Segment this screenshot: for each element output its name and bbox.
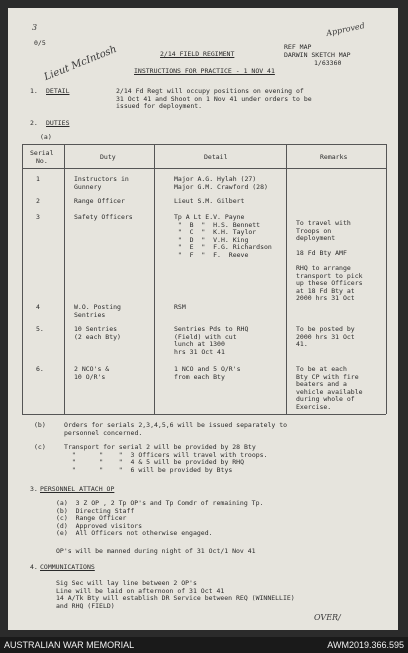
- table-cell-detail: " E " F.G. Richardson: [174, 243, 272, 251]
- table-cell-duty: W.O. Posting: [74, 303, 121, 311]
- table-cell-duty: Safety Officers: [74, 213, 133, 221]
- table-header: Remarks: [320, 153, 348, 161]
- table-cell-detail: (Field) with cut: [174, 332, 237, 341]
- table-border: [22, 144, 23, 414]
- table-cell-detail: 1 NCO and 5 O/R's: [174, 365, 241, 373]
- section-item: (c) Range Officer: [56, 514, 127, 522]
- section-text: issued for deployment.: [116, 102, 203, 110]
- table-cell-duty: Range Officer: [74, 197, 125, 205]
- para-label: (c): [34, 443, 46, 451]
- table-cell-serial: 3: [36, 213, 40, 221]
- table-cell-remarks: up these Officers: [296, 279, 363, 287]
- para-label: (b): [34, 421, 46, 429]
- table-border: [154, 144, 155, 414]
- section-item: (a) 3 Z OP , 2 Tp OP's and Tp Comdr of remaining Tp.: [56, 499, 264, 507]
- table-cell-remarks: RHQ to arrange: [296, 264, 351, 272]
- table-cell-remarks: Exercise.: [296, 402, 332, 411]
- section-item: (d) Approved visitors: [56, 521, 143, 530]
- section-number: 4.: [30, 563, 38, 571]
- table-border: [22, 168, 386, 169]
- section-text: Sig Sec will lay line between 2 OP's: [56, 579, 197, 587]
- handwritten-approved: Approved: [325, 21, 366, 38]
- table-cell-duty: Sentries: [74, 310, 106, 319]
- handwritten-name: Lieut McIntosh: [42, 43, 119, 84]
- table-cell-duty: (2 each Bty): [74, 332, 121, 341]
- table-border: [22, 144, 386, 145]
- table-cell-detail: Major A.G. Hylah (27): [174, 175, 257, 183]
- section-heading: PERSONNEL ATTACH OP: [40, 485, 115, 493]
- table-cell-duty: Instructors in: [74, 175, 129, 183]
- table-cell-detail: lunch at 1300: [174, 340, 225, 348]
- para-text: " " " 6 will be provided by Btys: [64, 465, 233, 474]
- table-header: Serial: [30, 149, 54, 157]
- map-scale: 1/63360: [314, 59, 342, 67]
- table-cell-remarks: during whole of: [296, 395, 355, 403]
- handwritten-over: OVER/: [314, 613, 341, 622]
- section-text: and RHQ (FIELD): [56, 601, 115, 610]
- table-cell-remarks: beaters and a: [296, 380, 347, 388]
- ref-number: 0/5: [34, 39, 46, 47]
- section-number: 1.: [30, 87, 38, 95]
- table-cell-detail: Sentries Pds to RHQ: [174, 325, 249, 333]
- para-text: Transport for serial 2 will be provided by 28 Bty: [64, 443, 256, 451]
- table-cell-remarks: 41.: [296, 340, 308, 348]
- table-cell-remarks: at 18 Fd Bty at: [296, 286, 355, 295]
- section-note: OP's will be manned during night of 31 Oct/1 Nov 41: [56, 547, 256, 555]
- table-cell-remarks: To travel with: [296, 219, 351, 227]
- table-border: [286, 144, 287, 414]
- table-cell-detail: RSM: [174, 303, 186, 311]
- table-cell-serial: 1: [36, 175, 40, 183]
- section-item: (e) All Officers not otherwise engaged.: [56, 529, 213, 537]
- section-heading: COMMUNICATIONS: [40, 563, 95, 571]
- document-title: INSTRUCTIONS FOR PRACTICE - 1 NOV 41: [134, 67, 275, 75]
- unit-name: 2/14 FIELD REGIMENT: [160, 50, 235, 58]
- document-page: [8, 8, 398, 630]
- table-cell-duty: 10 O/R's: [74, 372, 106, 381]
- table-cell-remarks: 2000 hrs 31 Oct: [296, 332, 355, 341]
- para-text: " " " 4 & 5 will be provided by RHQ: [64, 458, 245, 466]
- table-cell-remarks: To be posted by: [296, 325, 355, 333]
- table-cell-detail: Tp A Lt E.V. Payne: [174, 213, 245, 221]
- table-cell-detail: hrs 31 Oct 41: [174, 347, 225, 356]
- footer-right: AWM2019.366.595: [327, 640, 404, 650]
- section-number: 2.: [30, 119, 38, 127]
- table-cell-detail: " B " H.S. Bennett: [174, 220, 261, 229]
- table-cell-serial: 5.: [36, 325, 44, 333]
- table-header: Duty: [100, 153, 116, 161]
- section-heading: DUTIES: [46, 119, 70, 127]
- section-text: 31 Oct 41 and Shoot on 1 Nov 41 under orders to be: [116, 94, 312, 103]
- table-cell-duty: Gunnery: [74, 182, 102, 191]
- footer-bar: [0, 637, 408, 653]
- section-text: 2/14 Fd Regt will occupy positions on evening of: [116, 87, 304, 95]
- table-cell-remarks: Bty CP with fire: [296, 372, 359, 381]
- table-cell-duty: 2 NCO's &: [74, 365, 110, 373]
- table-cell-serial: 6.: [36, 365, 44, 373]
- ref-map: REF MAP: [284, 43, 312, 51]
- table-cell-detail: " D " V.H. King: [174, 235, 249, 244]
- table-cell-duty: 10 Sentries: [74, 325, 118, 333]
- table-cell-remarks: Troops on: [296, 226, 332, 235]
- table-cell-remarks: transport to pick: [296, 271, 363, 280]
- section-heading: DETAIL: [46, 87, 70, 95]
- section-text: Line will be laid on afternoon of 31 Oct 41: [56, 586, 225, 595]
- table-cell-serial: 4: [36, 303, 40, 311]
- para-text: personnel concerned.: [64, 428, 143, 437]
- para-text: " " " 3 Officers will travel with troops.: [64, 450, 268, 459]
- table-cell-detail: Major G.M. Crawford (28): [174, 182, 268, 191]
- para-text: Orders for serials 2,3,4,5,6 will be issued separately to: [64, 421, 288, 429]
- table-border: [22, 414, 386, 415]
- section-text: 14 A/Tk Bty will establish DR Service between REQ (WINNELLIE): [56, 594, 295, 602]
- footer-left: AUSTRALIAN WAR MEMORIAL: [4, 640, 135, 650]
- table-cell-detail: Lieut S.M. Gilbert: [174, 197, 245, 205]
- section-item: (b) Directing Staff: [56, 506, 135, 515]
- table-cell-detail: " F " F. Reeve: [174, 250, 249, 259]
- section-number: 3.: [30, 485, 38, 493]
- table-border: [386, 144, 387, 414]
- table-cell-remarks: vehicle available: [296, 387, 363, 396]
- table-border: [64, 144, 65, 414]
- table-cell-remarks: To be at each: [296, 365, 347, 373]
- table-cell-detail: " C " K.H. Taylor: [174, 228, 257, 236]
- table-header: Detail: [204, 153, 228, 161]
- map-name: DARWIN SKETCH MAP: [284, 51, 351, 59]
- table-cell-remarks: deployment: [296, 234, 336, 242]
- table-header: No.: [36, 157, 48, 165]
- sub-label: (a): [40, 133, 52, 141]
- table-cell-serial: 2: [36, 197, 40, 205]
- table-cell-detail: from each Bty: [174, 372, 225, 381]
- handwritten-number: 3: [32, 23, 38, 32]
- table-cell-remarks: 2000 hrs 31 Oct: [296, 294, 355, 302]
- table-cell-remarks: 18 Fd Bty AMF: [296, 249, 347, 257]
